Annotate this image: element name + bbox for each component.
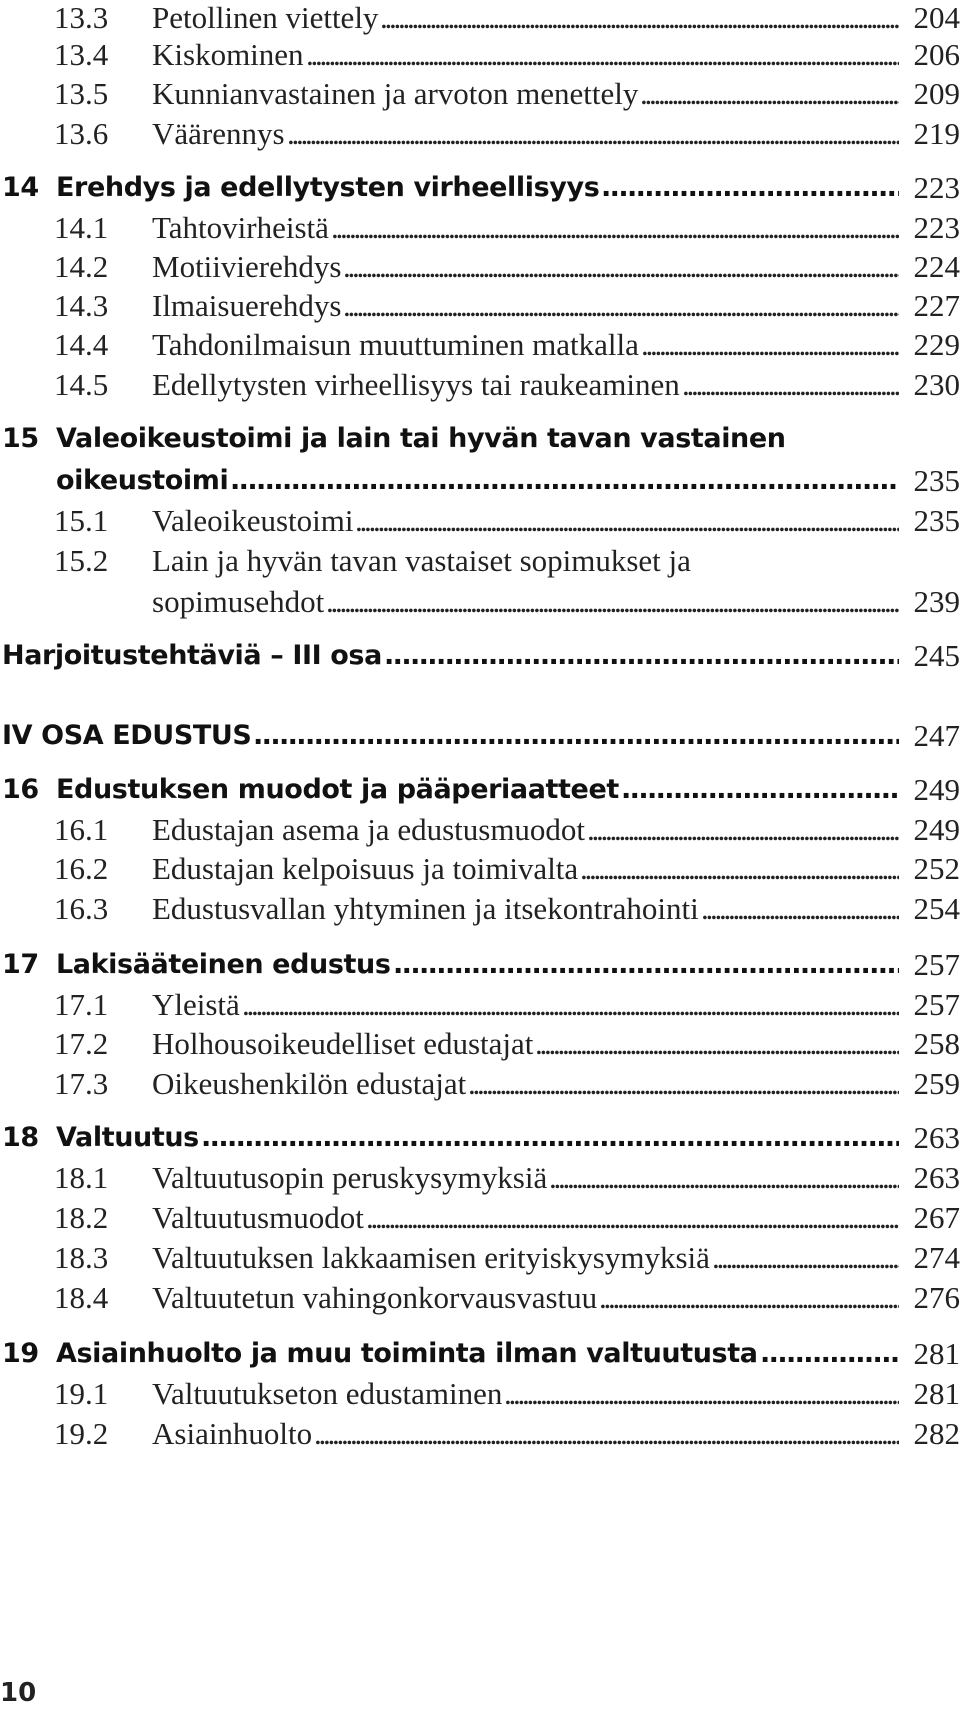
toc-chapter-entry[interactable] (0, 943, 960, 987)
toc-dot-leader (682, 363, 899, 407)
toc-section-entry[interactable] (0, 72, 960, 116)
toc-section-entry[interactable] (0, 1412, 960, 1456)
toc-number: 16.2 (54, 851, 109, 886)
toc-dot-leader (242, 983, 899, 1027)
toc-page-number: 267 (913, 1200, 960, 1235)
toc-number: 13.3 (54, 0, 109, 35)
toc-dot-leader (535, 1022, 899, 1066)
toc-section-entry[interactable] (0, 580, 960, 624)
toc-section-entry[interactable] (0, 1196, 960, 1240)
toc-page-number: 252 (913, 851, 960, 886)
toc-title: Valeoikeustoimi ja lain tai hyvän tavan vastainen (56, 423, 786, 454)
toc-part-entry[interactable] (0, 714, 960, 758)
toc-section-entry[interactable] (0, 284, 960, 328)
toc-title: Ilmaisuerehdys (152, 288, 342, 323)
toc-number: 15.1 (54, 503, 109, 538)
toc-number: 13.5 (54, 76, 109, 111)
toc-dot-leader (701, 887, 899, 931)
page-number: 10 (0, 1678, 37, 1708)
toc-number: 17.2 (54, 1026, 109, 1061)
toc-chapter-entry[interactable] (0, 166, 960, 210)
toc-page-number: 204 (913, 0, 960, 35)
toc-page-number: 258 (913, 1026, 960, 1061)
toc-number: 18.2 (54, 1200, 109, 1235)
toc-page-number: 263 (913, 1160, 960, 1195)
toc-number: 14.2 (54, 249, 109, 284)
toc-page-number: 219 (913, 116, 960, 151)
toc-title: Motiivierehdys (152, 249, 342, 284)
toc-page-number: 249 (913, 772, 960, 807)
toc-page-number: 281 (913, 1376, 960, 1411)
toc-dot-leader (599, 1276, 899, 1320)
toc-page-number: 209 (913, 76, 960, 111)
toc-section-entry[interactable] (0, 1236, 960, 1280)
toc-section-entry[interactable] (0, 983, 960, 1027)
toc-title: Valtuutetun vahingonkorvausvastuu (152, 1280, 598, 1315)
toc-page-number: 223 (913, 210, 960, 245)
toc-page-number: 276 (913, 1280, 960, 1315)
toc-chapter-entry[interactable] (0, 459, 960, 503)
toc-number: 15.2 (54, 543, 109, 578)
toc-dot-leader (384, 634, 899, 678)
toc-title: Erehdys ja edellytysten virheellisyys (56, 172, 600, 203)
toc-section-entry[interactable] (0, 206, 960, 250)
toc-dot-leader (230, 459, 899, 503)
toc-number: 17 (2, 949, 39, 980)
toc-number: 16 (2, 774, 39, 805)
toc-title: Valtuutukseton edustaminen (152, 1376, 503, 1411)
toc-title: Tahtovirheistä (152, 210, 329, 245)
toc-chapter-entry[interactable] (0, 1332, 960, 1376)
toc-title: Tahdonilmaisun muuttuminen matkalla (152, 327, 639, 362)
toc-title: Edustusvallan yhtyminen ja itsekontrahointi (152, 891, 699, 926)
toc-title: Harjoitustehtäviä – III osa (2, 640, 382, 671)
toc-dot-leader (287, 112, 899, 156)
toc-title: Valtuutusopin peruskysymyksiä (152, 1160, 548, 1195)
toc-title: IV OSA EDUSTUS (2, 720, 252, 751)
toc-number: 18.1 (54, 1160, 109, 1195)
toc-section-entry[interactable] (0, 323, 960, 367)
toc-dot-leader (326, 580, 899, 624)
toc-number: 14.1 (54, 210, 109, 245)
toc-number: 17.3 (54, 1066, 109, 1101)
toc-number: 14.4 (54, 327, 109, 362)
toc-number: 18 (2, 1122, 39, 1153)
toc-section-entry[interactable] (0, 245, 960, 289)
toc-dot-leader (640, 72, 899, 116)
toc-title: Lain ja hyvän tavan vastaiset sopimukset ja (152, 543, 691, 578)
toc-section-entry[interactable] (0, 1022, 960, 1066)
toc-title: Väärennys (152, 116, 285, 151)
toc-section-entry[interactable] (0, 887, 960, 931)
toc-title: Valeoikeustoimi (152, 503, 354, 538)
toc-title: Lakisääteinen edustus (56, 949, 391, 980)
toc-number: 16.3 (54, 891, 109, 926)
toc-dot-leader (760, 1332, 899, 1376)
toc-dot-leader (253, 714, 899, 758)
toc-chapter-entry[interactable] (0, 417, 960, 461)
toc-dot-leader (393, 943, 899, 987)
toc-page-number: 274 (913, 1240, 960, 1275)
toc-part-entry[interactable] (0, 634, 960, 678)
toc-page-number: 235 (913, 503, 960, 538)
toc-title: Petollinen viettely (152, 0, 379, 35)
toc-page-number: 257 (913, 987, 960, 1022)
toc-page-number: 263 (913, 1120, 960, 1155)
toc-dot-leader (201, 1116, 899, 1160)
toc-title: Asiainhuolto ja muu toiminta ilman valtuutusta (56, 1338, 758, 1369)
toc-number: 13.4 (54, 37, 109, 72)
toc-section-entry[interactable] (0, 1062, 960, 1106)
toc-title: Valtuutuksen lakkaamisen erityiskysymyksiä (152, 1240, 710, 1275)
toc-page-number: 229 (913, 327, 960, 362)
toc-dot-leader (355, 499, 899, 543)
toc-chapter-entry[interactable] (0, 1116, 960, 1160)
toc-number: 15 (2, 423, 39, 454)
toc-title: Yleistä (152, 987, 240, 1022)
toc-page-number: 259 (913, 1066, 960, 1101)
toc-section-entry[interactable] (0, 1156, 960, 1200)
toc-dot-leader (343, 245, 899, 289)
toc-number: 14.3 (54, 288, 109, 323)
toc-page-number: 257 (913, 947, 960, 982)
toc-dot-leader (580, 847, 899, 891)
toc-page-number: 235 (913, 463, 960, 498)
toc-title: Valtuutus (56, 1122, 199, 1153)
toc-section-entry[interactable] (0, 847, 960, 891)
toc-page-number: 230 (913, 367, 960, 402)
toc-page-number: 282 (913, 1416, 960, 1451)
toc-section-entry[interactable] (0, 363, 960, 407)
toc-section-entry[interactable] (0, 539, 960, 583)
toc-section-entry[interactable] (0, 33, 960, 77)
toc-dot-leader (587, 808, 899, 852)
toc-dot-leader (712, 1236, 899, 1280)
toc-dot-leader (549, 1156, 899, 1200)
toc-number: 14 (2, 172, 39, 203)
toc-title: Holhousoikeudelliset edustajat (152, 1026, 534, 1061)
toc-page-number: 249 (913, 812, 960, 847)
toc-chapter-entry[interactable] (0, 768, 960, 812)
toc-dot-leader (314, 1412, 899, 1456)
toc-page-number: 281 (913, 1336, 960, 1371)
toc-page-number: 223 (913, 170, 960, 205)
toc-section-entry[interactable] (0, 1372, 960, 1416)
toc-title: oikeustoimi (56, 465, 229, 496)
toc-page-number: 247 (913, 718, 960, 753)
toc-number: 14.5 (54, 367, 109, 402)
toc-dot-leader (366, 1196, 899, 1240)
toc-dot-leader (601, 166, 899, 210)
toc-title: Kunnianvastainen ja arvoton menettely (152, 76, 639, 111)
toc-title: Kiskominen (152, 37, 304, 72)
toc-dot-leader (641, 323, 899, 367)
toc-page-number: 206 (913, 37, 960, 72)
toc-title: Oikeushenkilön edustajat (152, 1066, 467, 1101)
toc-number: 18.3 (54, 1240, 109, 1275)
toc-title: sopimusehdot (152, 584, 325, 619)
toc-page-number: 224 (913, 249, 960, 284)
toc-title: Edustuksen muodot ja pääperiaatteet (56, 774, 619, 805)
toc-section-entry[interactable] (0, 499, 960, 543)
toc-dot-leader (331, 206, 899, 250)
toc-dot-leader (504, 1372, 899, 1416)
toc-section-entry[interactable] (0, 112, 960, 156)
toc-dot-leader (468, 1062, 899, 1106)
toc-page-number: 245 (913, 638, 960, 673)
toc-title: Edustajan asema ja edustusmuodot (152, 812, 586, 847)
toc-number: 17.1 (54, 987, 109, 1022)
toc-title: Asiainhuolto (152, 1416, 313, 1451)
toc-number: 19 (2, 1338, 39, 1369)
toc-page-number: 239 (913, 584, 960, 619)
toc-number: 18.4 (54, 1280, 109, 1315)
toc-section-entry[interactable] (0, 1276, 960, 1320)
toc-dot-leader (343, 284, 899, 328)
toc-number: 16.1 (54, 812, 109, 847)
toc-number: 19.2 (54, 1416, 109, 1451)
toc-page-number: 254 (913, 891, 960, 926)
toc-page-number: 227 (913, 288, 960, 323)
toc-section-entry[interactable] (0, 808, 960, 852)
toc-dot-leader (621, 768, 899, 812)
toc-number: 13.6 (54, 116, 109, 151)
toc-title: Valtuutusmuodot (152, 1200, 364, 1235)
toc-title: Edustajan kelpoisuus ja toimivalta (152, 851, 579, 886)
toc-title: Edellytysten virheellisyys tai raukeaminen (152, 367, 680, 402)
toc-dot-leader (306, 33, 899, 77)
toc-number: 19.1 (54, 1376, 109, 1411)
